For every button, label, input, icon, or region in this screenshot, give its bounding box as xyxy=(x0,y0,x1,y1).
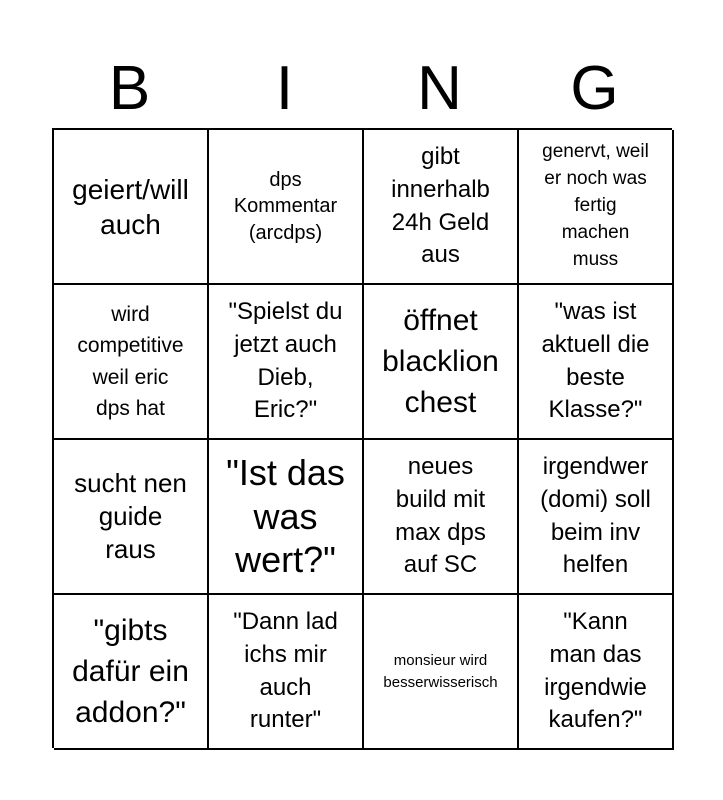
bingo-cell-r3-c1[interactable] xyxy=(54,440,209,595)
cell-text: geiert/will auch xyxy=(72,173,189,240)
bingo-cell-r3-c4[interactable] xyxy=(519,440,674,595)
cell-text: "was ist aktuell die beste Klasse?" xyxy=(541,297,650,424)
bingo-cell-r1-c2[interactable] xyxy=(209,130,364,285)
header-letter-n: N xyxy=(417,54,462,123)
header-letter-i: I xyxy=(275,54,294,123)
cell-text: sucht nen guide raus xyxy=(74,467,187,565)
cell-text: dps Kommentar (arcdps) xyxy=(233,168,338,244)
bingo-cell-r3-c3[interactable] xyxy=(364,440,519,595)
cell-text: "Kann man das irgendwie kaufen?" xyxy=(544,607,647,734)
bingo-cell-r1-c1[interactable] xyxy=(54,130,209,285)
bingo-cell-r2-c2[interactable] xyxy=(209,285,364,440)
bingo-cell-r2-c1[interactable] xyxy=(54,285,209,440)
cell-text: gibt innerhalb 24h Geld aus xyxy=(391,142,490,269)
header-letter-g: G xyxy=(570,54,619,123)
bingo-cell-r4-c1[interactable] xyxy=(54,595,209,750)
cell-text: neues build mit max dps auf SC xyxy=(395,452,486,579)
bingo-cell-r1-c4[interactable] xyxy=(519,130,674,285)
bingo-cell-r1-c3[interactable] xyxy=(364,130,519,285)
cell-text: "Ist das was wert?" xyxy=(226,451,345,581)
cell-text: "gibts dafür ein addon?" xyxy=(72,613,189,730)
cell-text: wird competitive weil eric dps hat xyxy=(77,302,184,420)
cell-text: "Dann lad ichs mir auch runter" xyxy=(233,607,338,734)
header-letter-b: B xyxy=(108,54,151,123)
bingo-cell-r2-c3[interactable] xyxy=(364,285,519,440)
bingo-header xyxy=(52,50,672,128)
bingo-cell-r4-c2[interactable] xyxy=(209,595,364,750)
cell-text: "Spielst du jetzt auch Dieb, Eric?" xyxy=(228,297,343,424)
bingo-grid xyxy=(52,128,672,748)
cell-text: irgendwer (domi) soll beim inv helfen xyxy=(540,452,651,579)
bingo-cell-r4-c4[interactable] xyxy=(519,595,674,750)
cell-text: monsieur wird besserwisserisch xyxy=(383,652,498,691)
cell-text: genervt, weil er noch was fertig machen muss xyxy=(542,141,649,270)
bingo-cell-r4-c3[interactable] xyxy=(364,595,519,750)
bingo-cell-r3-c2[interactable] xyxy=(209,440,364,595)
cell-text: öffnet blacklion chest xyxy=(382,303,499,420)
bingo-cell-r2-c4[interactable] xyxy=(519,285,674,440)
